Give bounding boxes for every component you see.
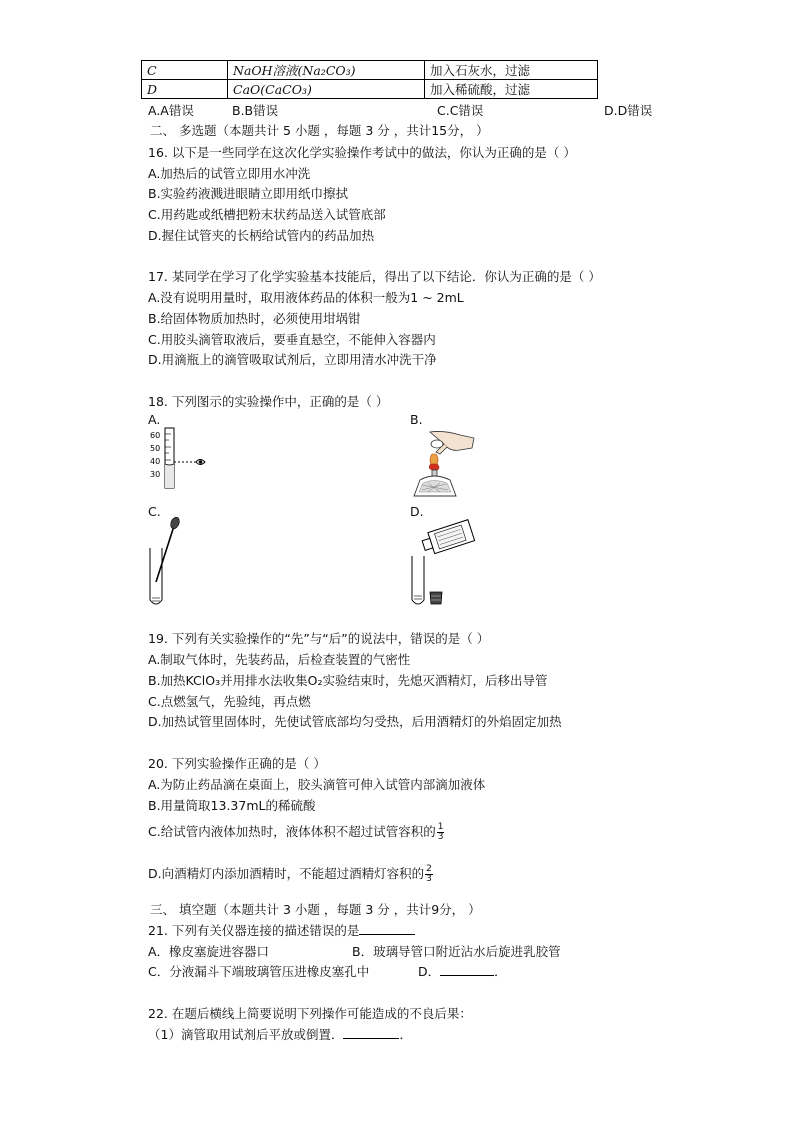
table-cell-label: D <box>142 80 228 99</box>
q20-option-c[interactable] <box>148 822 444 842</box>
q22-item-1 <box>148 1025 412 1043</box>
prev-option-a[interactable]: A.A错误 <box>148 103 194 118</box>
tick-label: 30 <box>150 470 161 479</box>
fraction-numerator: 2 <box>426 864 432 874</box>
q16-option-b[interactable]: B.实验药液溅进眼睛立即用纸巾擦拭 <box>148 186 349 201</box>
q21-option-d-end: ． <box>494 964 507 979</box>
section-heading-fill: 三、 填空题（本题共计 3 小题 ，每题 3 分 ，共计9分， ） <box>150 902 481 917</box>
q16-option-c[interactable]: C.用药匙或纸槽把粉末状药品送入试管底部 <box>148 207 386 222</box>
answer-blank[interactable] <box>343 1025 399 1039</box>
tick-label: 60 <box>150 431 161 440</box>
q19-option-a[interactable]: A.制取气体时，先装药品，后检查装置的气密性 <box>148 652 411 667</box>
q21-option-c[interactable]: C．分液漏斗下端玻璃管压进橡皮塞孔中 <box>148 964 370 979</box>
q21-option-d-text: D． <box>418 964 441 979</box>
table-row <box>142 61 598 80</box>
table-row <box>142 80 598 99</box>
q21-option-b[interactable]: B．玻璃导管口附近沾水后旋进乳胶管 <box>352 944 561 959</box>
q16-option-a[interactable]: A.加热后的试管立即用水冲洗 <box>148 166 311 181</box>
table-cell-method: 加入石灰水，过滤 <box>425 61 598 80</box>
table-cell-method: 加入稀硫酸，过滤 <box>425 80 598 99</box>
fraction <box>425 865 433 884</box>
q19-option-b[interactable]: B.加热KClO₃并用排水法收集O₂实验结束时，先熄灭酒精灯，后移出导管 <box>148 673 548 688</box>
q20-option-c-text: C.给试管内液体加热时，液体体积不超过试管容积的 <box>148 824 436 839</box>
answer-blank[interactable] <box>359 921 415 935</box>
q18-label-d[interactable]: D. <box>410 504 424 519</box>
q20-option-b[interactable]: B.用量筒取13.37mL的稀硫酸 <box>148 798 316 813</box>
fraction <box>437 823 445 842</box>
q20-option-d[interactable] <box>148 864 433 884</box>
q18-label-b[interactable]: B. <box>410 412 423 427</box>
q22-stem: 22. 在题后横线上简要说明下列操作可能造成的不良后果： <box>148 1006 472 1021</box>
q16-stem: 16. 以下是一些同学在这次化学实验操作考试中的做法，你认为正确的是（ ） <box>148 145 576 160</box>
q17-option-d[interactable]: D.用滴瓶上的滴管吸取试剂后，立即用清水冲洗干净 <box>148 352 437 367</box>
figure-b-alcohol-lamp <box>410 430 476 500</box>
q20-option-a[interactable]: A.为防止药品滴在桌面上，胶头滴管可伸入试管内部滴加液体 <box>148 777 486 792</box>
section-heading-multi: 二、 多选题（本题共计 5 小题 ，每题 3 分 ，共计15分， ） <box>150 123 489 138</box>
q20-stem: 20. 下列实验操作正确的是（ ） <box>148 756 326 771</box>
prev-option-d[interactable]: D.D错误 <box>604 103 653 118</box>
q22-item-1-text: （1）滴管取用试剂后平放或倒置． <box>148 1027 344 1042</box>
table-cell-label: C <box>142 61 228 80</box>
fraction-denominator: 3 <box>437 832 444 842</box>
fraction-denominator: 3 <box>426 874 432 884</box>
q17-stem: 17. 某同学在学习了化学实验基本技能后，得出了以下结论．你认为正确的是（ ） <box>148 269 601 284</box>
q17-option-b[interactable]: B.给固体物质加热时，必须使用坩埚钳 <box>148 311 361 326</box>
q19-option-d[interactable]: D.加热试管里固体时，先使试管底部均匀受热，后用酒精灯的外焰固定加热 <box>148 714 562 729</box>
q21-stem <box>148 921 415 939</box>
q18-stem: 18. 下列图示的实验操作中，正确的是（ ） <box>148 394 389 409</box>
tick-label: 50 <box>150 444 161 453</box>
q16-option-d[interactable]: D.握住试管夹的长柄给试管内的药品加热 <box>148 228 375 243</box>
table-cell-substance: NaOH溶液(Na₂CO₃) <box>228 61 425 80</box>
figure-a-cylinder-reading <box>148 428 218 490</box>
q19-stem: 19. 下列有关实验操作的“先”与“后”的说法中，错误的是（ ） <box>148 631 490 646</box>
table-cell-substance: CaO(CaCO₃) <box>228 80 425 99</box>
q21-stem-text: 21. 下列有关仪器连接的描述错误的是 <box>148 923 360 938</box>
q18-label-c[interactable]: C. <box>148 504 161 519</box>
q22-item-1-end: ． <box>399 1027 412 1042</box>
fraction-numerator: 1 <box>437 822 444 832</box>
tick-label: 40 <box>150 457 161 466</box>
answer-blank[interactable] <box>440 962 494 976</box>
figure-c-test-tube-dropper <box>148 516 188 608</box>
q21-option-d[interactable] <box>418 962 507 980</box>
prev-option-c[interactable]: C.C错误 <box>437 103 484 118</box>
figure-d-pouring-liquid <box>410 520 476 610</box>
q18-label-a[interactable]: A. <box>148 412 161 427</box>
q17-option-c[interactable]: C.用胶头滴管取液后，要垂直悬空，不能伸入容器内 <box>148 332 436 347</box>
q19-option-c[interactable]: C.点燃氢气，先验纯，再点燃 <box>148 694 311 709</box>
options-table <box>141 60 598 99</box>
q21-option-a[interactable]: A．橡皮塞旋进容器口 <box>148 944 270 959</box>
prev-option-b[interactable]: B.B错误 <box>232 103 279 118</box>
q17-option-a[interactable]: A.没有说明用量时，取用液体药品的体积一般为1 ~ 2mL <box>148 290 464 305</box>
q20-option-d-text: D.向酒精灯内添加酒精时，不能超过酒精灯容积的 <box>148 866 425 881</box>
